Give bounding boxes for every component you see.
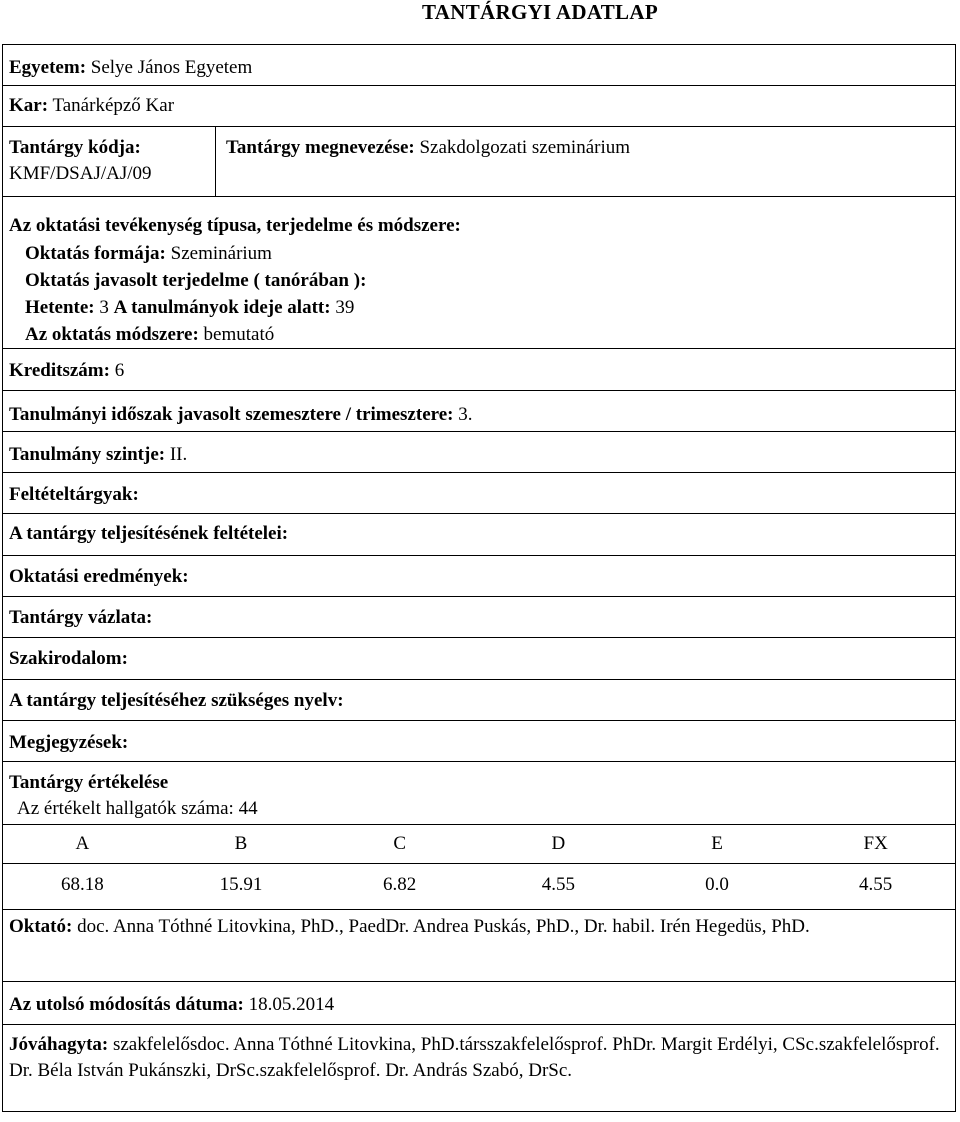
grade-percentage: 4.55 (541, 874, 575, 895)
conditions-label: A tantárgy teljesítésének feltételei: (9, 523, 289, 544)
language-label: A tantárgy teljesítéséhez szükséges nyelv: (9, 690, 344, 711)
grade-percentage: 68.18 (60, 874, 104, 895)
last-modified-row (3, 982, 955, 1025)
outline-label: Tantárgy vázlata: (9, 607, 153, 628)
faculty-value: Tanárképző Kar (52, 95, 175, 116)
conditions-row (3, 514, 955, 556)
teaching-heading: Az oktatási tevékenység típusa, terjedelme és módszere: (9, 215, 461, 236)
evaluation-heading: Tantárgy értékelése (9, 772, 169, 793)
course-datasheet (2, 44, 956, 1112)
total-hours-value: 39 (335, 297, 355, 318)
teaching-form-label: Oktatás formája: (25, 243, 166, 264)
level-value: II. (169, 444, 188, 465)
course-name-cell (216, 127, 955, 196)
grade-label: A (75, 833, 90, 854)
course-code-label: Tantárgy kódja: (9, 137, 141, 158)
course-code-cell (3, 127, 216, 196)
instructor-label: Oktató: (9, 916, 73, 937)
grade-percentage: 6.82 (383, 874, 417, 895)
level-row (3, 432, 955, 473)
grade-percentage: 15.91 (219, 874, 263, 895)
language-row (3, 680, 955, 721)
teaching-extent-label: Oktatás javasolt terjedelme ( tanórában ): (25, 270, 367, 291)
university-label: Egyetem: (9, 57, 87, 78)
course-identity-row (3, 127, 955, 197)
faculty-row (3, 86, 955, 127)
course-name-value: Szakdolgozati szeminárium (419, 137, 631, 158)
university-value: Selye János Egyetem (90, 57, 253, 78)
credits-value: 6 (114, 360, 125, 381)
notes-row (3, 721, 955, 762)
outcomes-row (3, 556, 955, 597)
grade-percentage: 0.0 (705, 874, 729, 895)
weekly-value: 3 (99, 297, 109, 318)
grade-percentage: 4.55 (859, 874, 893, 895)
semester-label: Tanulmányi időszak javasolt szemesztere / trimesztere: (9, 404, 454, 425)
last-modified-value: 18.05.2014 (248, 994, 335, 1015)
grade-label: B (234, 833, 248, 854)
credits-label: Kreditszám: (9, 360, 110, 381)
outline-row (3, 597, 955, 638)
approved-label: Jóváhagyta: (9, 1034, 109, 1055)
faculty-label: Kar: (9, 95, 49, 116)
grade-label: D (551, 833, 566, 854)
credits-row (3, 349, 955, 391)
semester-row (3, 391, 955, 432)
grade-header (3, 824, 955, 864)
method-label: Az oktatás módszere: (25, 324, 199, 345)
course-name-label: Tantárgy megnevezése: (226, 137, 415, 158)
evaluation-row (3, 762, 955, 910)
literature-row (3, 638, 955, 680)
evaluated-count: Az értékelt hallgatók száma: 44 (17, 798, 258, 819)
document-title: TANTÁRGYI ADATLAP (422, 0, 658, 24)
literature-label: Szakirodalom: (9, 648, 128, 669)
semester-value: 3. (458, 404, 473, 425)
approved-row (3, 1025, 955, 1122)
notes-label: Megjegyzések: (9, 732, 129, 753)
course-code-value: KMF/DSAJ/AJ/09 (9, 163, 152, 184)
outcomes-label: Oktatási eredmények: (9, 566, 189, 587)
instructor-row (3, 910, 955, 982)
grade-values (3, 863, 955, 909)
approved-value: szakfelelősdoc. Anna Tóthné Litovkina, PhD.társszakfelelősprof. PhDr. Margit Erdélyi, CSc.szakfelelősprof. Dr. Béla István Pukánszki, DrSc.szakfelelősprof. Dr. András Szabó, DrSc. (9, 1034, 940, 1081)
prerequisites-label: Feltételtárgyak: (9, 484, 139, 505)
last-modified-label: Az utolsó módosítás dátuma: (9, 994, 244, 1015)
prerequisites-row (3, 473, 955, 514)
level-label: Tanulmány szintje: (9, 444, 166, 465)
grade-label: C (393, 833, 406, 854)
grade-label: E (711, 833, 723, 854)
method-value: bemutató (203, 324, 275, 345)
grade-label: FX (863, 833, 888, 854)
weekly-label: Hetente: (25, 297, 95, 318)
university-row (3, 45, 955, 86)
teaching-row (3, 197, 955, 349)
teaching-form-value: Szeminárium (170, 243, 272, 264)
instructor-value: doc. Anna Tóthné Litovkina, PhD., PaedDr. Andrea Puskás, PhD., Dr. habil. Irén Hegedüs, PhD. (77, 916, 810, 937)
total-hours-label: A tanulmányok ideje alatt: (113, 297, 331, 318)
